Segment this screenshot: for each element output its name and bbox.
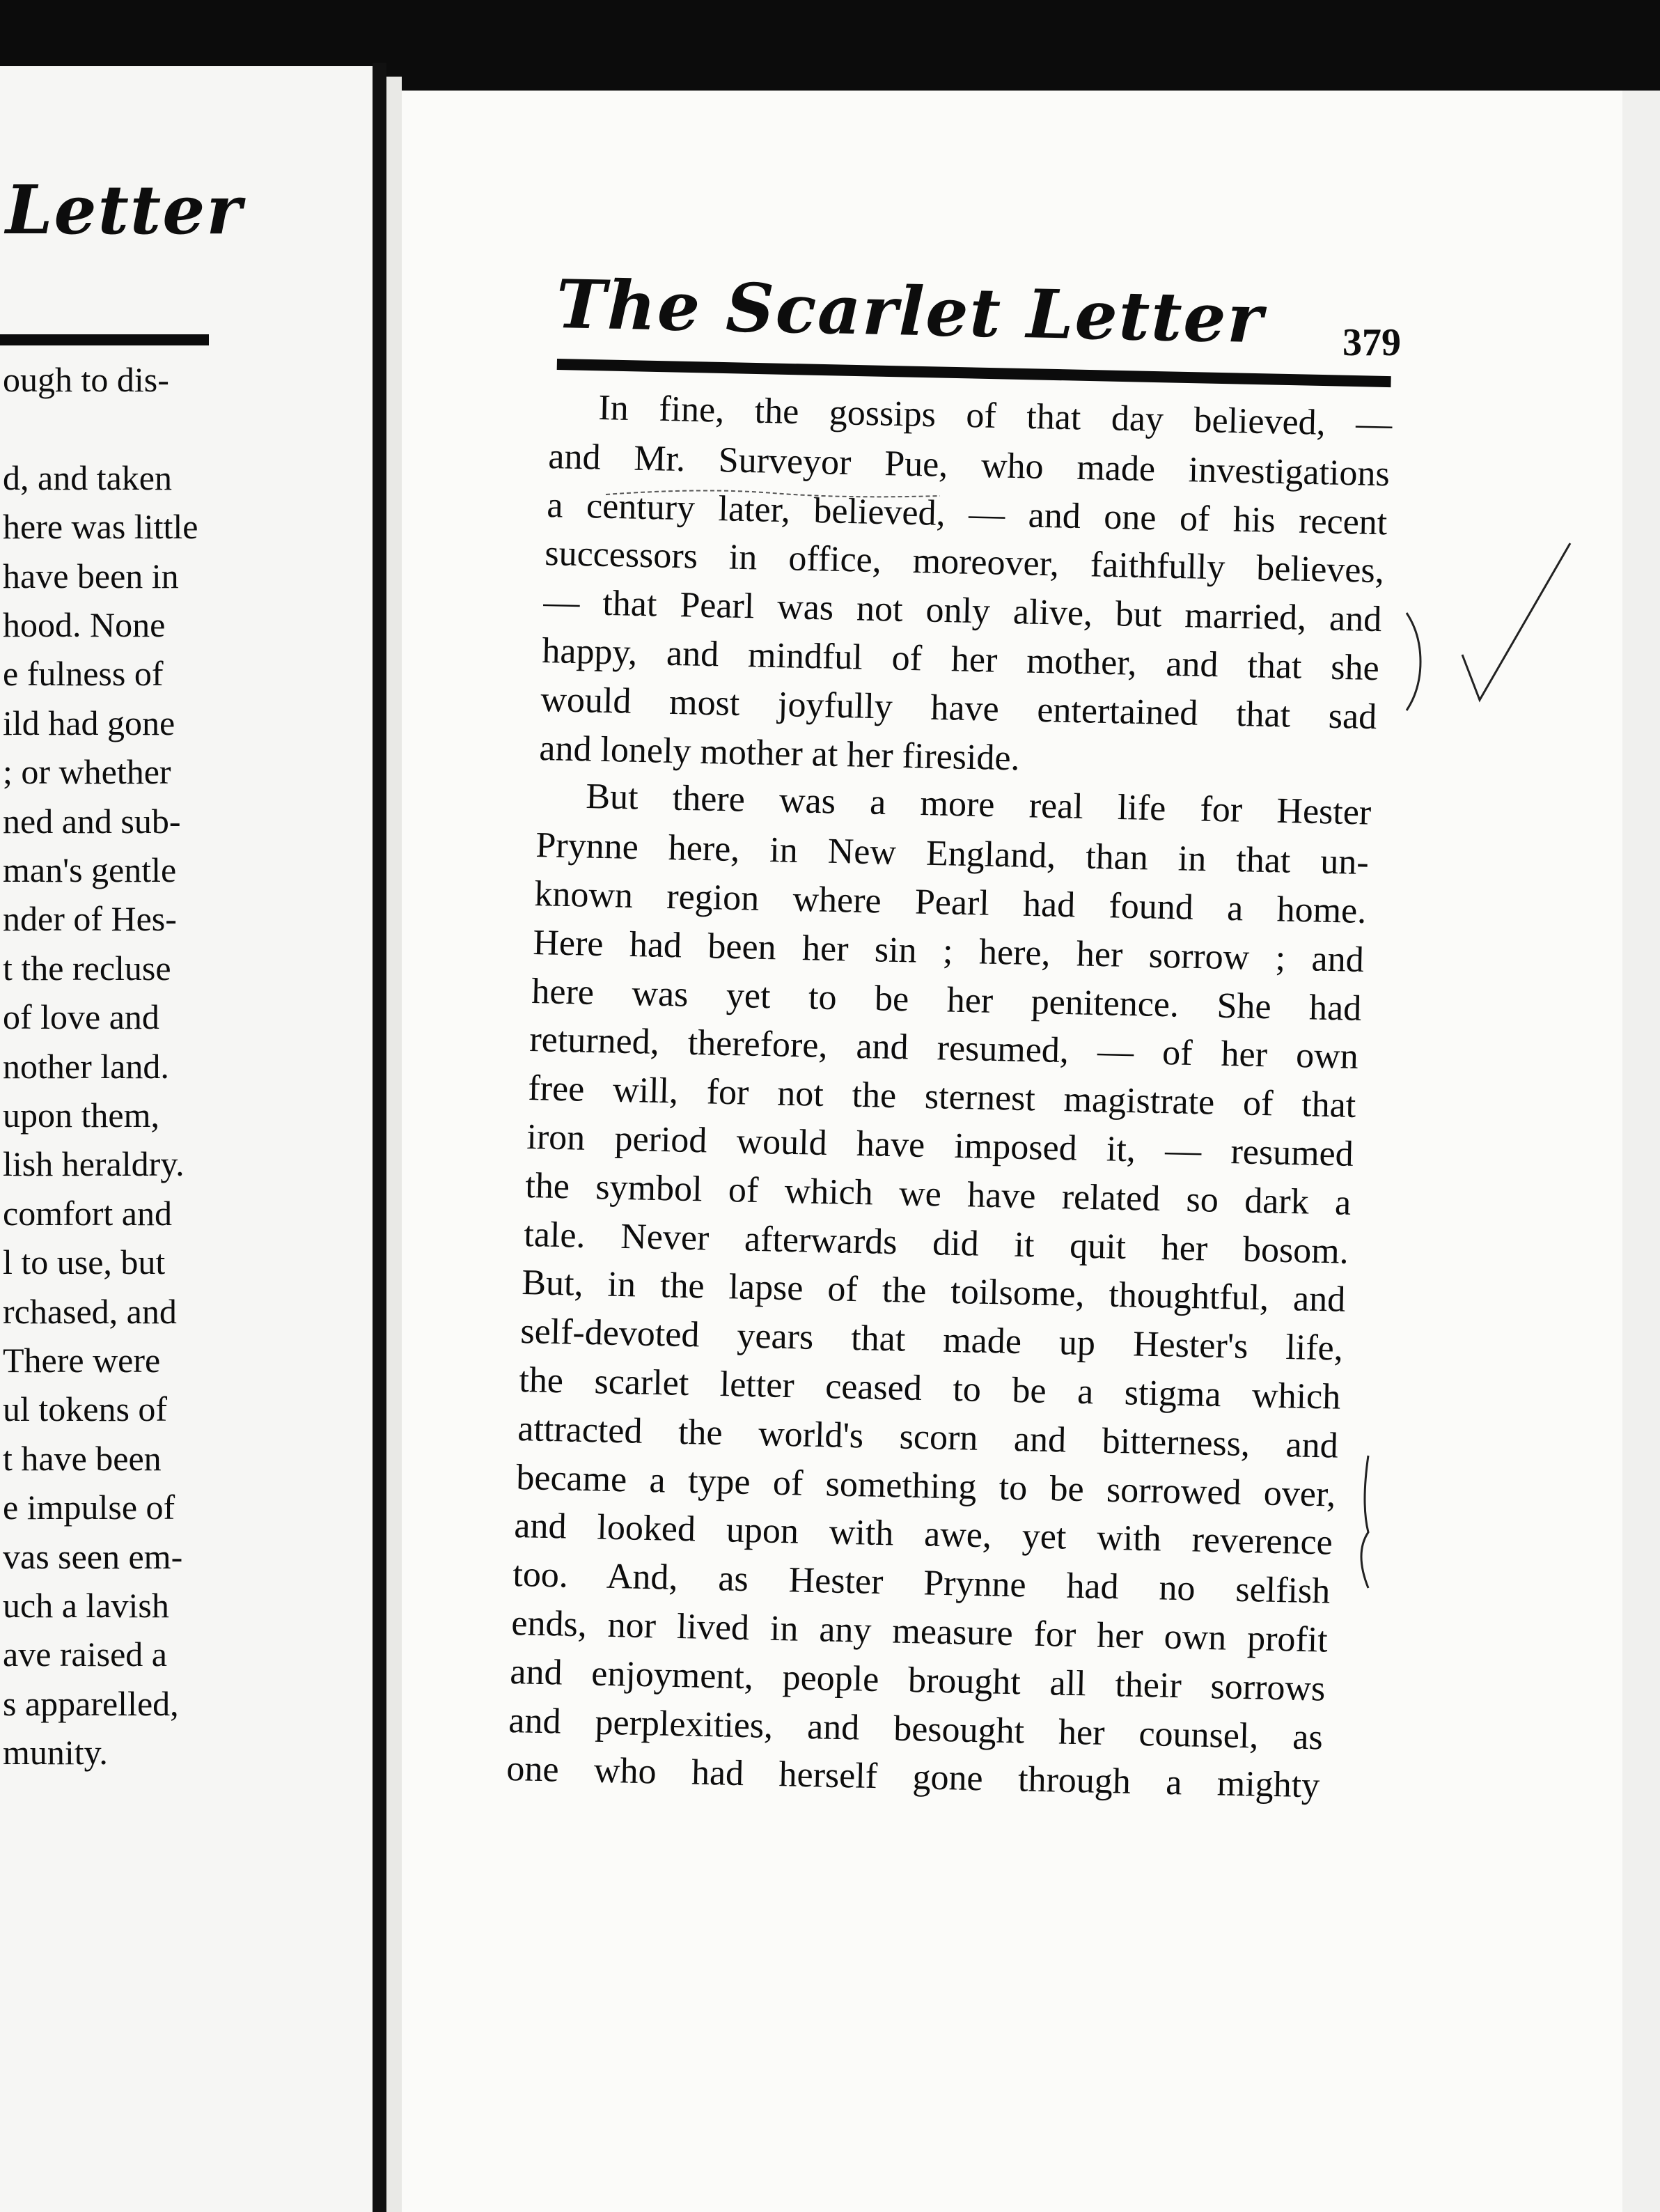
- text-line: t the recluse: [3, 948, 171, 988]
- page-edge-gap: [386, 77, 402, 2212]
- text-line: ough to dis-: [3, 360, 169, 399]
- text-line: free will, for not the sternest magistrate of that: [528, 1068, 1356, 1126]
- text-line: s apparelled,: [3, 1683, 179, 1723]
- text-line: ul tokens of: [3, 1389, 168, 1429]
- text-line: and perplexities, and besought her counsel, as: [508, 1700, 1323, 1758]
- margin-checkmark-icon: [1400, 529, 1581, 752]
- text-line: iron period would have imposed it, — resumed: [526, 1117, 1354, 1174]
- right-header-title: The Scarlet Letter: [555, 265, 1265, 359]
- text-line: vas seen em-: [3, 1536, 183, 1576]
- text-line: comfort and: [3, 1193, 172, 1233]
- text-line: ild had gone: [3, 703, 175, 742]
- text-line: ; or whether: [3, 752, 171, 792]
- text-line: became a type of something to be sorrowed over,: [515, 1457, 1336, 1515]
- text-line: and lonely mother at her fireside.: [538, 728, 1020, 779]
- text-line: e impulse of: [3, 1488, 175, 1527]
- right-page-edge: [1622, 91, 1660, 2212]
- text-line: rchased, and: [3, 1291, 177, 1331]
- text-line: and enjoyment, people brought all their sorrows: [509, 1651, 1326, 1709]
- text-line: upon them,: [3, 1096, 159, 1135]
- text-line: — that Pearl was not only alive, but married, and: [543, 582, 1382, 640]
- text-line: have been in: [3, 556, 179, 595]
- text-line: d, and taken: [3, 458, 172, 497]
- text-line: and Mr. Surveyor Pue, who made investigations: [547, 436, 1391, 494]
- text-line: too. And, as Hester Prynne had no selfish: [512, 1555, 1331, 1612]
- text-line: Prynne here, in New England, than in that un-: [535, 825, 1370, 883]
- text-line: e fulness of: [3, 654, 164, 694]
- text-line: man's gentle: [3, 850, 177, 889]
- text-line: here was little: [3, 507, 198, 547]
- text-line: There were: [3, 1341, 161, 1380]
- text-line: attracted the world's scorn and bitterness, and: [517, 1408, 1339, 1466]
- left-header-rule: [0, 334, 209, 345]
- text-line: In fine, the gossips of that day believed, —: [597, 388, 1393, 444]
- text-line: Here had been her sin ; here, her sorrow ; and: [532, 922, 1365, 980]
- text-line: and looked upon with awe, yet with reverence: [514, 1506, 1333, 1563]
- text-line: ave raised a: [3, 1635, 167, 1674]
- text-line: tale. Never afterwards did it quit her bosom.: [523, 1214, 1349, 1272]
- text-line: ends, nor lived in any measure for her own profit: [510, 1603, 1329, 1660]
- text-line: the symbol of which we have related so dark a: [524, 1165, 1352, 1223]
- left-header-title: Letter: [6, 171, 243, 249]
- text-line: hood. None: [3, 605, 166, 644]
- margin-bracket-icon: [1347, 1449, 1389, 1602]
- text-line: returned, therefore, and resumed, — of her own: [529, 1020, 1359, 1077]
- text-line: of love and: [3, 997, 159, 1037]
- text-line: But, in the lapse of the toilsome, thoughtful, and: [522, 1263, 1347, 1321]
- text-line: self-devoted years that made up Hester's life,: [520, 1311, 1344, 1369]
- text-line: would most joyfully have entertained that sad: [540, 679, 1377, 737]
- text-line: l to use, but: [3, 1243, 166, 1282]
- text-line: known region where Pearl had found a home.: [533, 874, 1367, 932]
- text-line: lish heraldry.: [3, 1144, 185, 1184]
- text-line: t have been: [3, 1438, 162, 1478]
- text-line: ned and sub-: [3, 801, 181, 841]
- book-gutter: [373, 63, 386, 2212]
- text-line: here was yet to be her penitence. She had: [531, 971, 1362, 1029]
- text-line: munity.: [3, 1733, 108, 1773]
- underline-marking: [599, 481, 947, 508]
- page-number: 379: [1342, 321, 1401, 364]
- text-line: happy, and mindful of her mother, and that she: [541, 631, 1380, 689]
- text-line: uch a lavish: [3, 1586, 169, 1625]
- text-line: nder of Hes-: [3, 899, 177, 939]
- text-line: a century later, believed, — and one of his recent: [546, 485, 1388, 543]
- text-line: the scarlet letter ceased to be a stigma which: [518, 1360, 1341, 1417]
- text-line: one who had herself gone through a mighty: [506, 1749, 1321, 1806]
- text-line: successors in office, moreover, faithfully believes,: [545, 533, 1385, 591]
- text-line: nother land.: [3, 1046, 169, 1086]
- text-line: But there was a more real life for Hester: [586, 777, 1372, 834]
